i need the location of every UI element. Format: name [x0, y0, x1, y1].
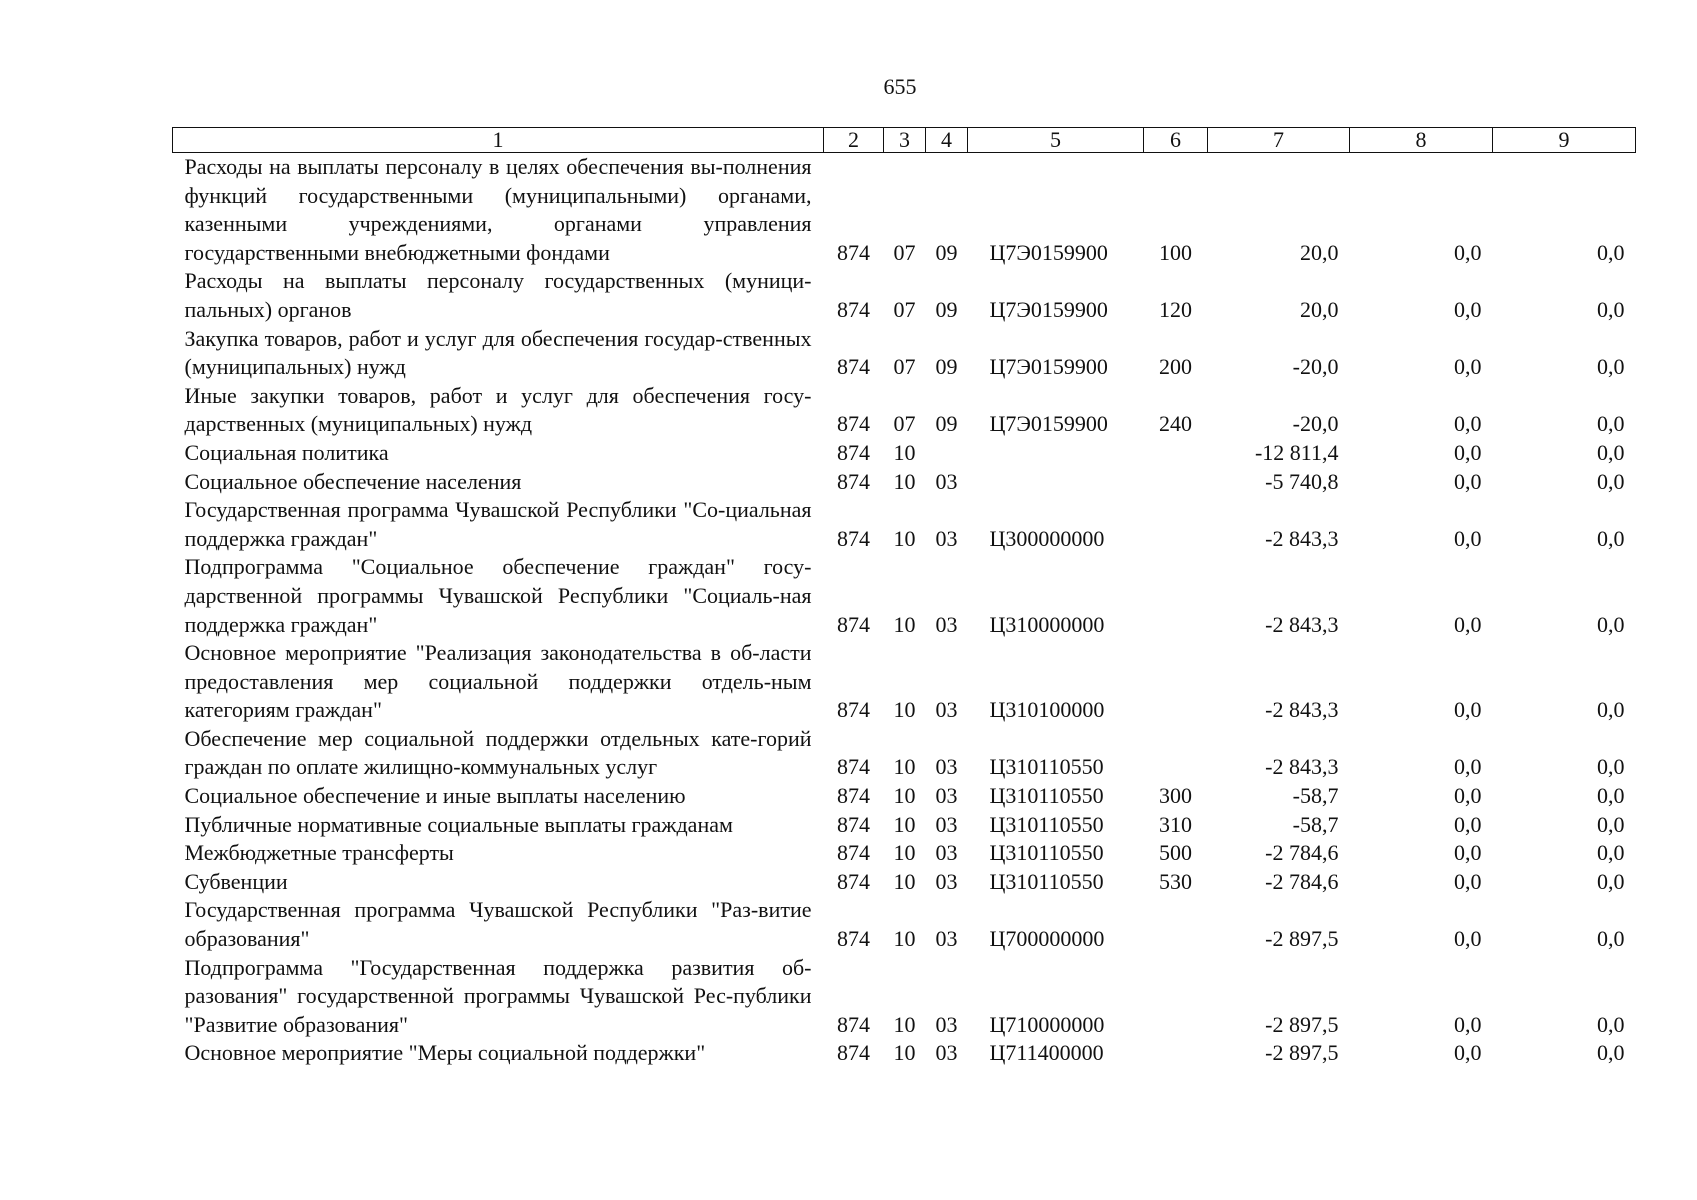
amount-cell-9: 0,0 — [1597, 411, 1625, 437]
grbs-cell: 874 — [837, 411, 870, 437]
amount-cell-7: -12 811,4 — [1254, 439, 1339, 465]
table-body — [173, 153, 1636, 1069]
amount-cell-7: -5 740,8 — [1265, 468, 1339, 494]
section-cell: 10 — [893, 1011, 916, 1037]
target-article-cell: Ц310110550 — [989, 754, 1104, 780]
name-cell: Межбюджетные трансферты — [184, 840, 454, 866]
amount-cell-8: 0,0 — [1454, 868, 1482, 894]
section-cell: 10 — [893, 783, 916, 809]
grbs-cell: 874 — [837, 439, 870, 465]
grbs-cell: 874 — [837, 783, 870, 809]
amount-cell-8: 0,0 — [1454, 811, 1482, 837]
subsection-cell: 09 — [935, 239, 958, 265]
header-col-1: 1 — [173, 128, 824, 153]
section-cell: 10 — [893, 868, 916, 894]
amount-cell-7: -2 897,5 — [1265, 1011, 1339, 1037]
amount-cell-8: 0,0 — [1454, 525, 1482, 551]
amount-cell-8: 0,0 — [1454, 354, 1482, 380]
grbs-cell: 874 — [837, 611, 870, 637]
name-cell: Обеспечение мер социальной поддержки отдельных кате-горий граждан по оплате жилищно-коммунальных услуг — [184, 725, 812, 780]
amount-cell-9: 0,0 — [1597, 868, 1625, 894]
section-cell: 07 — [893, 354, 916, 380]
name-cell: Расходы на выплаты персоналу государственных (муници-пальных) органов — [184, 268, 812, 322]
expense-type-cell: 530 — [1159, 868, 1192, 894]
amount-cell-9: 0,0 — [1597, 239, 1625, 265]
grbs-cell: 874 — [837, 525, 870, 551]
header-col-4: 4 — [926, 128, 968, 153]
name-cell: Государственная программа Чувашской Республики "Раз-витие образования" — [184, 897, 812, 952]
amount-cell-7: -2 843,3 — [1265, 611, 1339, 637]
table-row — [173, 782, 1636, 811]
amount-cell-9: 0,0 — [1597, 296, 1625, 322]
name-cell: Социальная политика — [184, 439, 389, 465]
expense-type-cell — [1144, 439, 1208, 468]
target-article-cell: Ц310110550 — [989, 840, 1104, 866]
expense-type-cell — [1144, 954, 1208, 1040]
expense-type-cell — [1144, 639, 1208, 725]
table-row — [173, 468, 1636, 497]
target-article-cell: Ц710000000 — [989, 1011, 1105, 1037]
expense-type-cell — [1144, 553, 1208, 639]
table-row — [173, 325, 1636, 382]
grbs-cell: 874 — [837, 811, 870, 837]
name-cell: Расходы на выплаты персоналу в целях обеспечения вы-полнения функций государственными (муниципальными) органами, казенными учреждениями, органами управления государственными внебюджетными фондами — [184, 154, 812, 265]
target-article-cell: Ц300000000 — [989, 525, 1105, 551]
grbs-cell: 874 — [837, 354, 870, 380]
table-row — [173, 496, 1636, 553]
amount-cell-8: 0,0 — [1454, 783, 1482, 809]
subsection-cell: 03 — [935, 783, 958, 809]
target-article-cell: Ц711400000 — [989, 1040, 1104, 1066]
target-article-cell: Ц310110550 — [989, 868, 1104, 894]
table-header — [173, 128, 1636, 153]
section-cell: 10 — [893, 754, 916, 780]
subsection-cell: 03 — [935, 811, 958, 837]
target-article-cell — [968, 439, 1144, 468]
section-cell: 10 — [893, 840, 916, 866]
header-col-3: 3 — [884, 128, 926, 153]
table-row — [173, 954, 1636, 1040]
target-article-cell: Ц700000000 — [989, 926, 1105, 952]
amount-cell-9: 0,0 — [1597, 525, 1625, 551]
amount-cell-7: -2 843,3 — [1265, 754, 1339, 780]
name-cell: Основное мероприятие "Меры социальной поддержки" — [184, 1040, 706, 1066]
table-row — [173, 811, 1636, 840]
amount-cell-7: -58,7 — [1292, 811, 1339, 837]
amount-cell-7: 20,0 — [1300, 296, 1339, 322]
amount-cell-8: 0,0 — [1454, 697, 1482, 723]
target-article-cell: Ц7Э0159900 — [989, 411, 1108, 437]
grbs-cell: 874 — [837, 468, 870, 494]
grbs-cell: 874 — [837, 1011, 870, 1037]
grbs-cell: 874 — [837, 754, 870, 780]
name-cell: Государственная программа Чувашской Республики "Со-циальная поддержка граждан" — [184, 497, 812, 551]
target-article-cell — [968, 468, 1144, 497]
table-row — [173, 382, 1636, 439]
grbs-cell: 874 — [837, 868, 870, 894]
grbs-cell: 874 — [837, 296, 870, 322]
table-row — [173, 553, 1636, 639]
amount-cell-9: 0,0 — [1597, 1040, 1625, 1066]
amount-cell-9: 0,0 — [1597, 783, 1625, 809]
name-cell: Публичные нормативные социальные выплаты гражданам — [184, 811, 733, 837]
amount-cell-9: 0,0 — [1597, 611, 1625, 637]
amount-cell-7: 20,0 — [1300, 239, 1339, 265]
target-article-cell: Ц7Э0159900 — [989, 354, 1108, 380]
expense-type-cell — [1144, 896, 1208, 953]
expense-type-cell: 120 — [1159, 296, 1192, 322]
table-row — [173, 639, 1636, 725]
name-cell: Основное мероприятие "Реализация законодательства в об-ласти предоставления мер социальной поддержки отдель-ным категориям граждан" — [184, 640, 812, 723]
subsection-cell: 03 — [935, 525, 958, 551]
amount-cell-7: -2 784,6 — [1265, 868, 1339, 894]
table-row — [173, 725, 1636, 782]
subsection-cell: 03 — [935, 1011, 958, 1037]
amount-cell-9: 0,0 — [1597, 1011, 1625, 1037]
section-cell: 10 — [893, 811, 916, 837]
expense-type-cell: 200 — [1159, 354, 1192, 380]
subsection-cell: 03 — [935, 611, 958, 637]
table-row — [173, 267, 1636, 324]
section-cell: 10 — [893, 926, 916, 952]
subsection-cell: 09 — [935, 411, 958, 437]
amount-cell-8: 0,0 — [1454, 611, 1482, 637]
subsection-cell: 03 — [935, 697, 958, 723]
section-cell: 07 — [893, 411, 916, 437]
expense-type-cell: 240 — [1159, 411, 1192, 437]
name-cell: Подпрограмма "Государственная поддержка развития об-разования" государственной программы Чувашской Рес-публики "Развитие образования" — [184, 954, 812, 1037]
table-row — [173, 439, 1636, 468]
name-cell: Социальное обеспечение населения — [184, 468, 522, 494]
expense-type-cell: 100 — [1159, 239, 1192, 265]
amount-cell-9: 0,0 — [1597, 926, 1625, 952]
subsection-cell: 09 — [935, 354, 958, 380]
target-article-cell: Ц310110550 — [989, 783, 1104, 809]
amount-cell-9: 0,0 — [1597, 354, 1625, 380]
amount-cell-7: -20,0 — [1292, 354, 1339, 380]
expense-type-cell — [1144, 468, 1208, 497]
subsection-cell: 03 — [935, 840, 958, 866]
expense-type-cell — [1144, 725, 1208, 782]
amount-cell-8: 0,0 — [1454, 840, 1482, 866]
expense-type-cell: 300 — [1159, 783, 1192, 809]
amount-cell-8: 0,0 — [1454, 754, 1482, 780]
header-row — [173, 128, 1636, 153]
name-cell: Подпрограмма "Социальное обеспечение граждан" госу-дарственной программы Чувашской Республики "Социаль-ная поддержка граждан" — [184, 554, 812, 637]
amount-cell-8: 0,0 — [1454, 1011, 1482, 1037]
section-cell: 10 — [893, 697, 916, 723]
section-cell: 10 — [893, 439, 916, 465]
amount-cell-7: -58,7 — [1292, 783, 1339, 809]
amount-cell-8: 0,0 — [1454, 439, 1482, 465]
amount-cell-8: 0,0 — [1454, 1040, 1482, 1066]
expense-type-cell: 310 — [1159, 811, 1192, 837]
table-row — [173, 1039, 1636, 1068]
page-number: 655 — [883, 74, 917, 99]
amount-cell-8: 0,0 — [1454, 239, 1482, 265]
amount-cell-7: -20,0 — [1292, 411, 1339, 437]
expense-type-cell — [1144, 1039, 1208, 1068]
amount-cell-7: -2 784,6 — [1265, 840, 1339, 866]
amount-cell-9: 0,0 — [1597, 697, 1625, 723]
section-cell: 07 — [893, 239, 916, 265]
subsection-cell: 03 — [935, 926, 958, 952]
amount-cell-7: -2 843,3 — [1265, 525, 1339, 551]
amount-cell-7: -2 897,5 — [1265, 1040, 1339, 1066]
amount-cell-8: 0,0 — [1454, 296, 1482, 322]
grbs-cell: 874 — [837, 697, 870, 723]
expense-type-cell — [1144, 496, 1208, 553]
amount-cell-9: 0,0 — [1597, 754, 1625, 780]
target-article-cell: Ц310000000 — [989, 611, 1105, 637]
amount-cell-9: 0,0 — [1597, 439, 1625, 465]
section-cell: 07 — [893, 296, 916, 322]
table-row — [173, 153, 1636, 268]
name-cell: Иные закупки товаров, работ и услуг для обеспечения госу-дарственных (муниципальных) нужд — [184, 382, 812, 437]
header-col-8: 8 — [1350, 128, 1493, 153]
target-article-cell: Ц7Э0159900 — [989, 296, 1108, 322]
amount-cell-9: 0,0 — [1597, 811, 1625, 837]
grbs-cell: 874 — [837, 1040, 870, 1066]
header-col-2: 2 — [824, 128, 884, 153]
section-cell: 10 — [893, 525, 916, 551]
amount-cell-7: -2 843,3 — [1265, 697, 1339, 723]
amount-cell-9: 0,0 — [1597, 840, 1625, 866]
table-row — [173, 896, 1636, 953]
amount-cell-8: 0,0 — [1454, 468, 1482, 494]
name-cell: Субвенции — [184, 868, 288, 894]
name-cell: Социальное обеспечение и иные выплаты населению — [184, 783, 686, 809]
grbs-cell: 874 — [837, 239, 870, 265]
subsection-cell: 09 — [935, 296, 958, 322]
name-cell: Закупка товаров, работ и услуг для обеспечения государ-ственных (муниципальных) нужд — [184, 325, 812, 380]
target-article-cell: Ц310110550 — [989, 811, 1104, 837]
grbs-cell: 874 — [837, 926, 870, 952]
target-article-cell: Ц310100000 — [989, 697, 1105, 723]
amount-cell-8: 0,0 — [1454, 411, 1482, 437]
expense-type-cell: 500 — [1159, 840, 1192, 866]
table-row — [173, 868, 1636, 897]
amount-cell-8: 0,0 — [1454, 926, 1482, 952]
subsection-cell: 03 — [935, 754, 958, 780]
grbs-cell: 874 — [837, 840, 870, 866]
target-article-cell: Ц7Э0159900 — [989, 239, 1108, 265]
amount-cell-9: 0,0 — [1597, 468, 1625, 494]
subsection-cell: 03 — [935, 1040, 958, 1066]
subsection-cell — [926, 439, 968, 468]
subsection-cell: 03 — [935, 468, 958, 494]
table-row — [173, 839, 1636, 868]
header-col-5: 5 — [968, 128, 1144, 153]
budget-table — [172, 127, 1636, 1068]
section-cell: 10 — [893, 468, 916, 494]
section-cell: 10 — [893, 611, 916, 637]
section-cell: 10 — [893, 1040, 916, 1066]
subsection-cell: 03 — [935, 868, 958, 894]
amount-cell-7: -2 897,5 — [1265, 926, 1339, 952]
header-col-6: 6 — [1144, 128, 1208, 153]
header-col-7: 7 — [1208, 128, 1350, 153]
header-col-9: 9 — [1493, 128, 1636, 153]
